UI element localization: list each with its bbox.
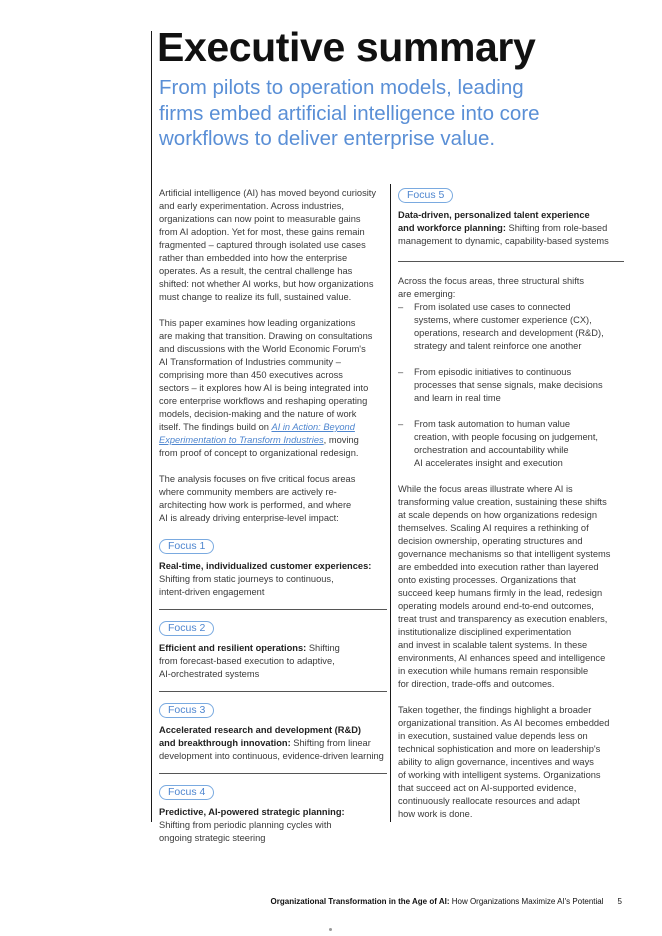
right-column xyxy=(398,188,624,821)
focus-title: Data-driven, personalized talent experience xyxy=(398,210,590,220)
column-separator-rule xyxy=(390,184,391,822)
page-number: 5 xyxy=(617,897,622,906)
focus-title: Efficient and resilient operations: xyxy=(159,643,307,653)
footer-report-title: Organizational Transformation in the Age of AI: xyxy=(270,897,450,906)
left-column xyxy=(159,187,387,845)
focus-4: Focus 4 Predictive, AI-powered strategic planning: Shifting from periodic planning cycles with ongoing strategic steering xyxy=(159,786,345,843)
focus-badge: Focus 1 xyxy=(159,539,214,554)
page-marker-dot xyxy=(329,928,332,931)
section-divider xyxy=(398,261,624,262)
section-divider xyxy=(159,609,387,610)
structural-shifts-list xyxy=(398,301,624,470)
section-divider xyxy=(159,691,387,692)
focus-badge: Focus 4 xyxy=(159,785,214,800)
approach-paragraph: This paper examines how leading organizations are making that transition. Drawing on consultations and discussions with the World Economic Forum's AI Transformation of Industries community – comprising more than 450 executives across sectors – it explores how AI is being integrated into core enterprise workflows and reshaping operating models, decision-making and the nature of work itself. The findings build on AI in Action: Beyond Experimentation to Transform Industries, moving from proof of concept to organizational redesign. xyxy=(159,318,373,458)
focus-3: Focus 3 Accelerated research and development (R&D) and breakthrough innovation: Shifting from linear development into continuous, evidence-driven learning xyxy=(159,704,384,761)
analysis-paragraph: The analysis focuses on five critical focus areas where community members are actively re- architecting how work is performed, and where AI is already driving enterprise-level impact: xyxy=(159,474,356,523)
focus-title: Real-time, individualized customer experiences: xyxy=(159,561,372,571)
footer-report-subtitle: How Organizations Maximize AI's Potential xyxy=(449,897,604,906)
focus-2: Focus 2 Efficient and resilient operations: Shifting from forecast-based execution to adaptive, AI-orchestrated systems xyxy=(159,622,340,679)
report-link[interactable]: AI in Action: Beyond Experimentation to Transform Industries xyxy=(159,422,355,445)
focus-badge: Focus 3 xyxy=(159,703,214,718)
focus-5: Focus 5 Data-driven, personalized talent experience and workforce planning: Shifting from role-based management to dynamic, capability-based systems xyxy=(398,189,609,246)
focus-title: Predictive, AI-powered strategic planning: xyxy=(159,807,345,817)
shifts-intro: Across the focus areas, three structural shifts are emerging: xyxy=(398,276,585,299)
left-margin-rule xyxy=(151,31,152,822)
section-divider xyxy=(159,773,387,774)
focus-badge: Focus 5 xyxy=(398,188,453,203)
focus-badge: Focus 2 xyxy=(159,621,214,636)
focus-title: Accelerated research and development (R&D) xyxy=(159,725,362,735)
list-item: – From isolated use cases to connected systems, where customer experience (CX), operations, research and development (R&D), strategy and talent reinforce one another xyxy=(398,301,624,353)
conclusion-paragraph: Taken together, the findings highlight a broader organizational transition. As AI becomes embedded in execution, sustained value depends less on technical sophistication and more on leadership's ability to align governance, incentives and ways of working with intelligent systems. Organizations that succeed act on AI-supported evidence, continuously reallocate resources and adapt how work is done. xyxy=(398,705,610,819)
page-footer xyxy=(271,897,622,906)
list-item: – From episodic initiatives to continuous processes that sense signals, make decisions and learn in real time xyxy=(398,366,624,405)
page-title: Executive summary xyxy=(157,24,536,70)
list-item: – From task automation to human value creation, with people focusing on judgement, orchestration and accountability while AI accelerates insight and execution xyxy=(398,418,624,470)
scaling-paragraph: While the focus areas illustrate where AI is transforming value creation, sustaining these shifts at scale depends on how organizations redesign themselves. Scaling AI requires a rethinking of decision ownership, operating structures and governance mechanisms so that intelligent systems are embedded into execution rather than layered onto existing processes. Organizations that succeed keep humans firmly in the lead, redesign operating models around end-to-end outcomes, treat trust and transparency as execution enablers, institutionalize disciplined experimentation and invest in scalable talent systems. In these environments, AI enhances speed and intelligence in execution while humans remain responsible for direction, trade-offs and outcomes. xyxy=(398,484,611,689)
page-subtitle: From pilots to operation models, leading firms embed artificial intelligence into core workflows to deliver enterprise value. xyxy=(159,76,540,150)
focus-1: Focus 1 Real-time, individualized customer experiences: Shifting from static journeys to continuous, intent-driven engagement xyxy=(159,540,372,597)
intro-paragraph: Artificial intelligence (AI) has moved beyond curiosity and early experimentation. Across industries, organizations can now point to measurable gains from AI adoption. Yet for most, these gains remain fragmented – captured through isolated use cases rather than embedded into how the enterprise operates. As a result, the central challenge has shifted: not whether AI works, but how organizations must change to realize its full, sustained value. xyxy=(159,188,377,302)
